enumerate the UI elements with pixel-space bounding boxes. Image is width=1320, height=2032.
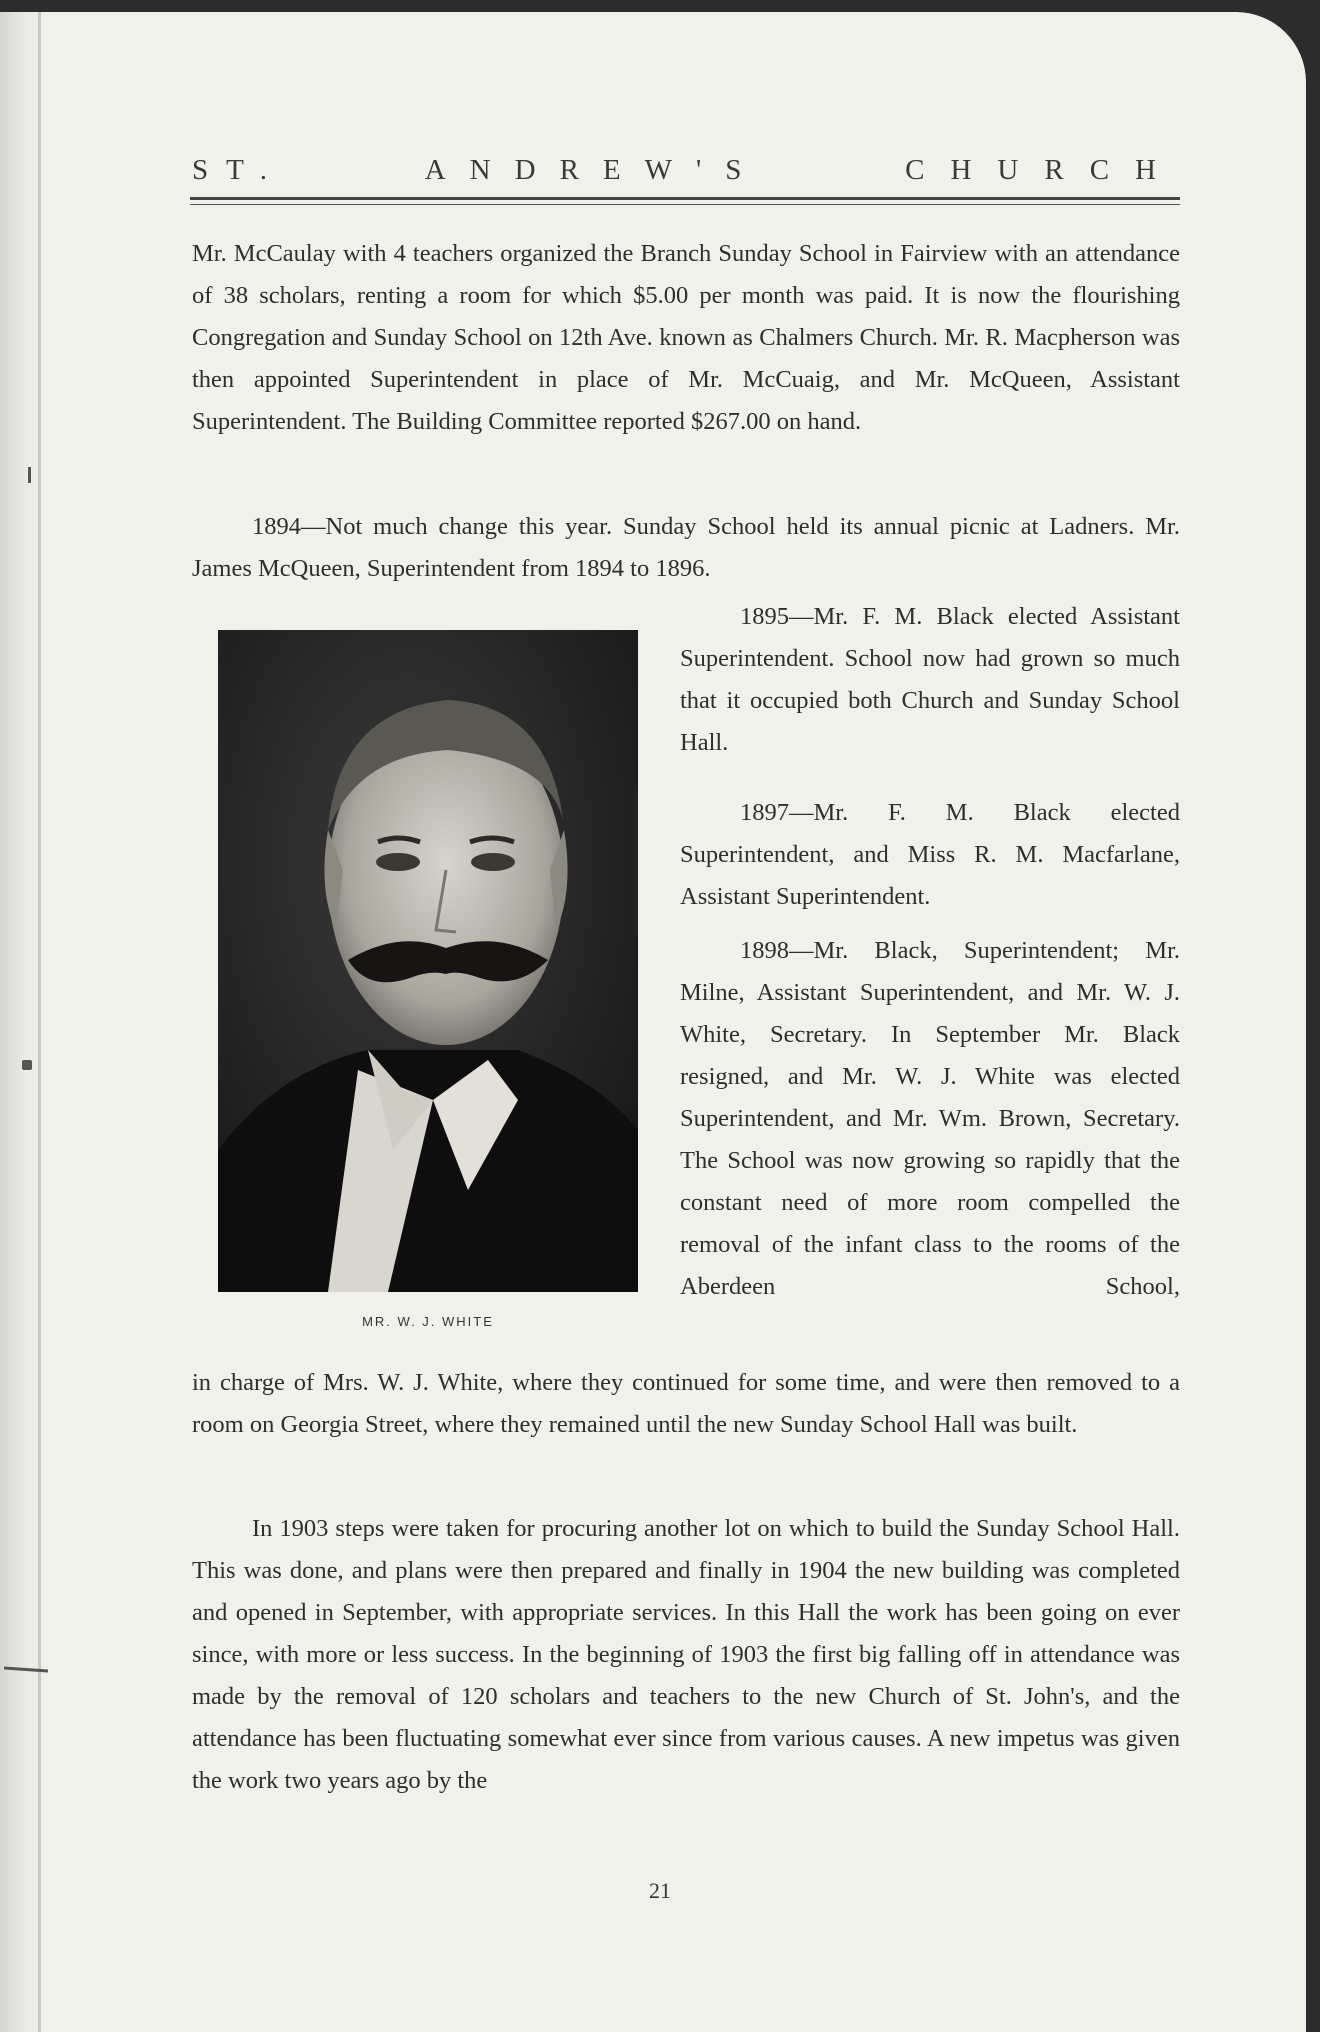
paragraph-1: Mr. McCaulay with 4 teachers organized the Branch Sunday School in Fairview with an attendance of 38 scholars, renting a room for which $5.00 per month was paid. It is now the flourishing Congregation and Sunday School on 12th Ave. known as Chalmers Church. Mr. R. Macpherson was then appointed Superintendent in place of Mr. McCuaig, and Mr. McQueen, Assistant Superintendent. The Building Committee reported $267.00 on hand. bbox=[192, 240, 1180, 435]
paragraph-5: 1898—Mr. Black, Superintendent; Mr. Milne, Assistant Superintendent, and Mr. W. J. White, Secretary. In September Mr. Black resigned, and Mr. W. J. White was elected Superintendent, and Mr. Wm. Brown, Secretary. The School was now growing so rapidly that the constant need of more room compelled the removal of the infant class to the rooms of the Aberdeen School, bbox=[680, 937, 1180, 1300]
portrait-photo bbox=[218, 630, 638, 1292]
gutter-line bbox=[38, 12, 41, 2032]
page-number: 21 bbox=[649, 1878, 671, 1903]
margin-mark bbox=[22, 1060, 32, 1070]
photo-caption: MR. W. J. WHITE bbox=[362, 1314, 494, 1329]
book-page bbox=[0, 12, 1306, 2032]
paragraph-5-continued: in charge of Mrs. W. J. White, where they continued for some time, and were then removed to a room on Georgia Street, where they remained until the new Sunday School Hall was built. bbox=[192, 1369, 1180, 1438]
running-header bbox=[192, 154, 1182, 187]
header-right: CHURCH bbox=[905, 154, 1182, 186]
paragraph-2: 1894—Not much change this year. Sunday School held its annual picnic at Ladners. Mr. James McQueen, Superintendent from 1894 to 1896. bbox=[192, 513, 1180, 582]
header-middle: ANDREW'S bbox=[424, 154, 766, 186]
header-rule-thin bbox=[190, 204, 1180, 205]
header-rule bbox=[190, 197, 1180, 200]
paragraph-6: In 1903 steps were taken for procuring another lot on which to build the Sunday School Hall. This was done, and plans were then prepared and finally in 1904 the new building was completed and opened in September, with appropriate services. In this Hall the work has been going on ever since, with more or less success. In the beginning of 1903 the first big falling off in attendance was made by the removal of 120 scholars and teachers to the new Church of St. John's, and the attendance has been fluctuating somewhat ever since from various causes. A new impetus was given the work two years ago by the bbox=[192, 1515, 1180, 1794]
paragraph-3: 1895—Mr. F. M. Black elected Assistant Superintendent. School now had grown so much that it occupied both Church and Sunday School Hall. bbox=[680, 603, 1180, 756]
header-left: ST. bbox=[192, 154, 285, 186]
margin-mark bbox=[28, 467, 31, 483]
portrait-image bbox=[218, 630, 638, 1292]
paragraph-4: 1897—Mr. F. M. Black elected Superintendent, and Miss R. M. Macfarlane, Assistant Superintendent. bbox=[680, 799, 1180, 910]
